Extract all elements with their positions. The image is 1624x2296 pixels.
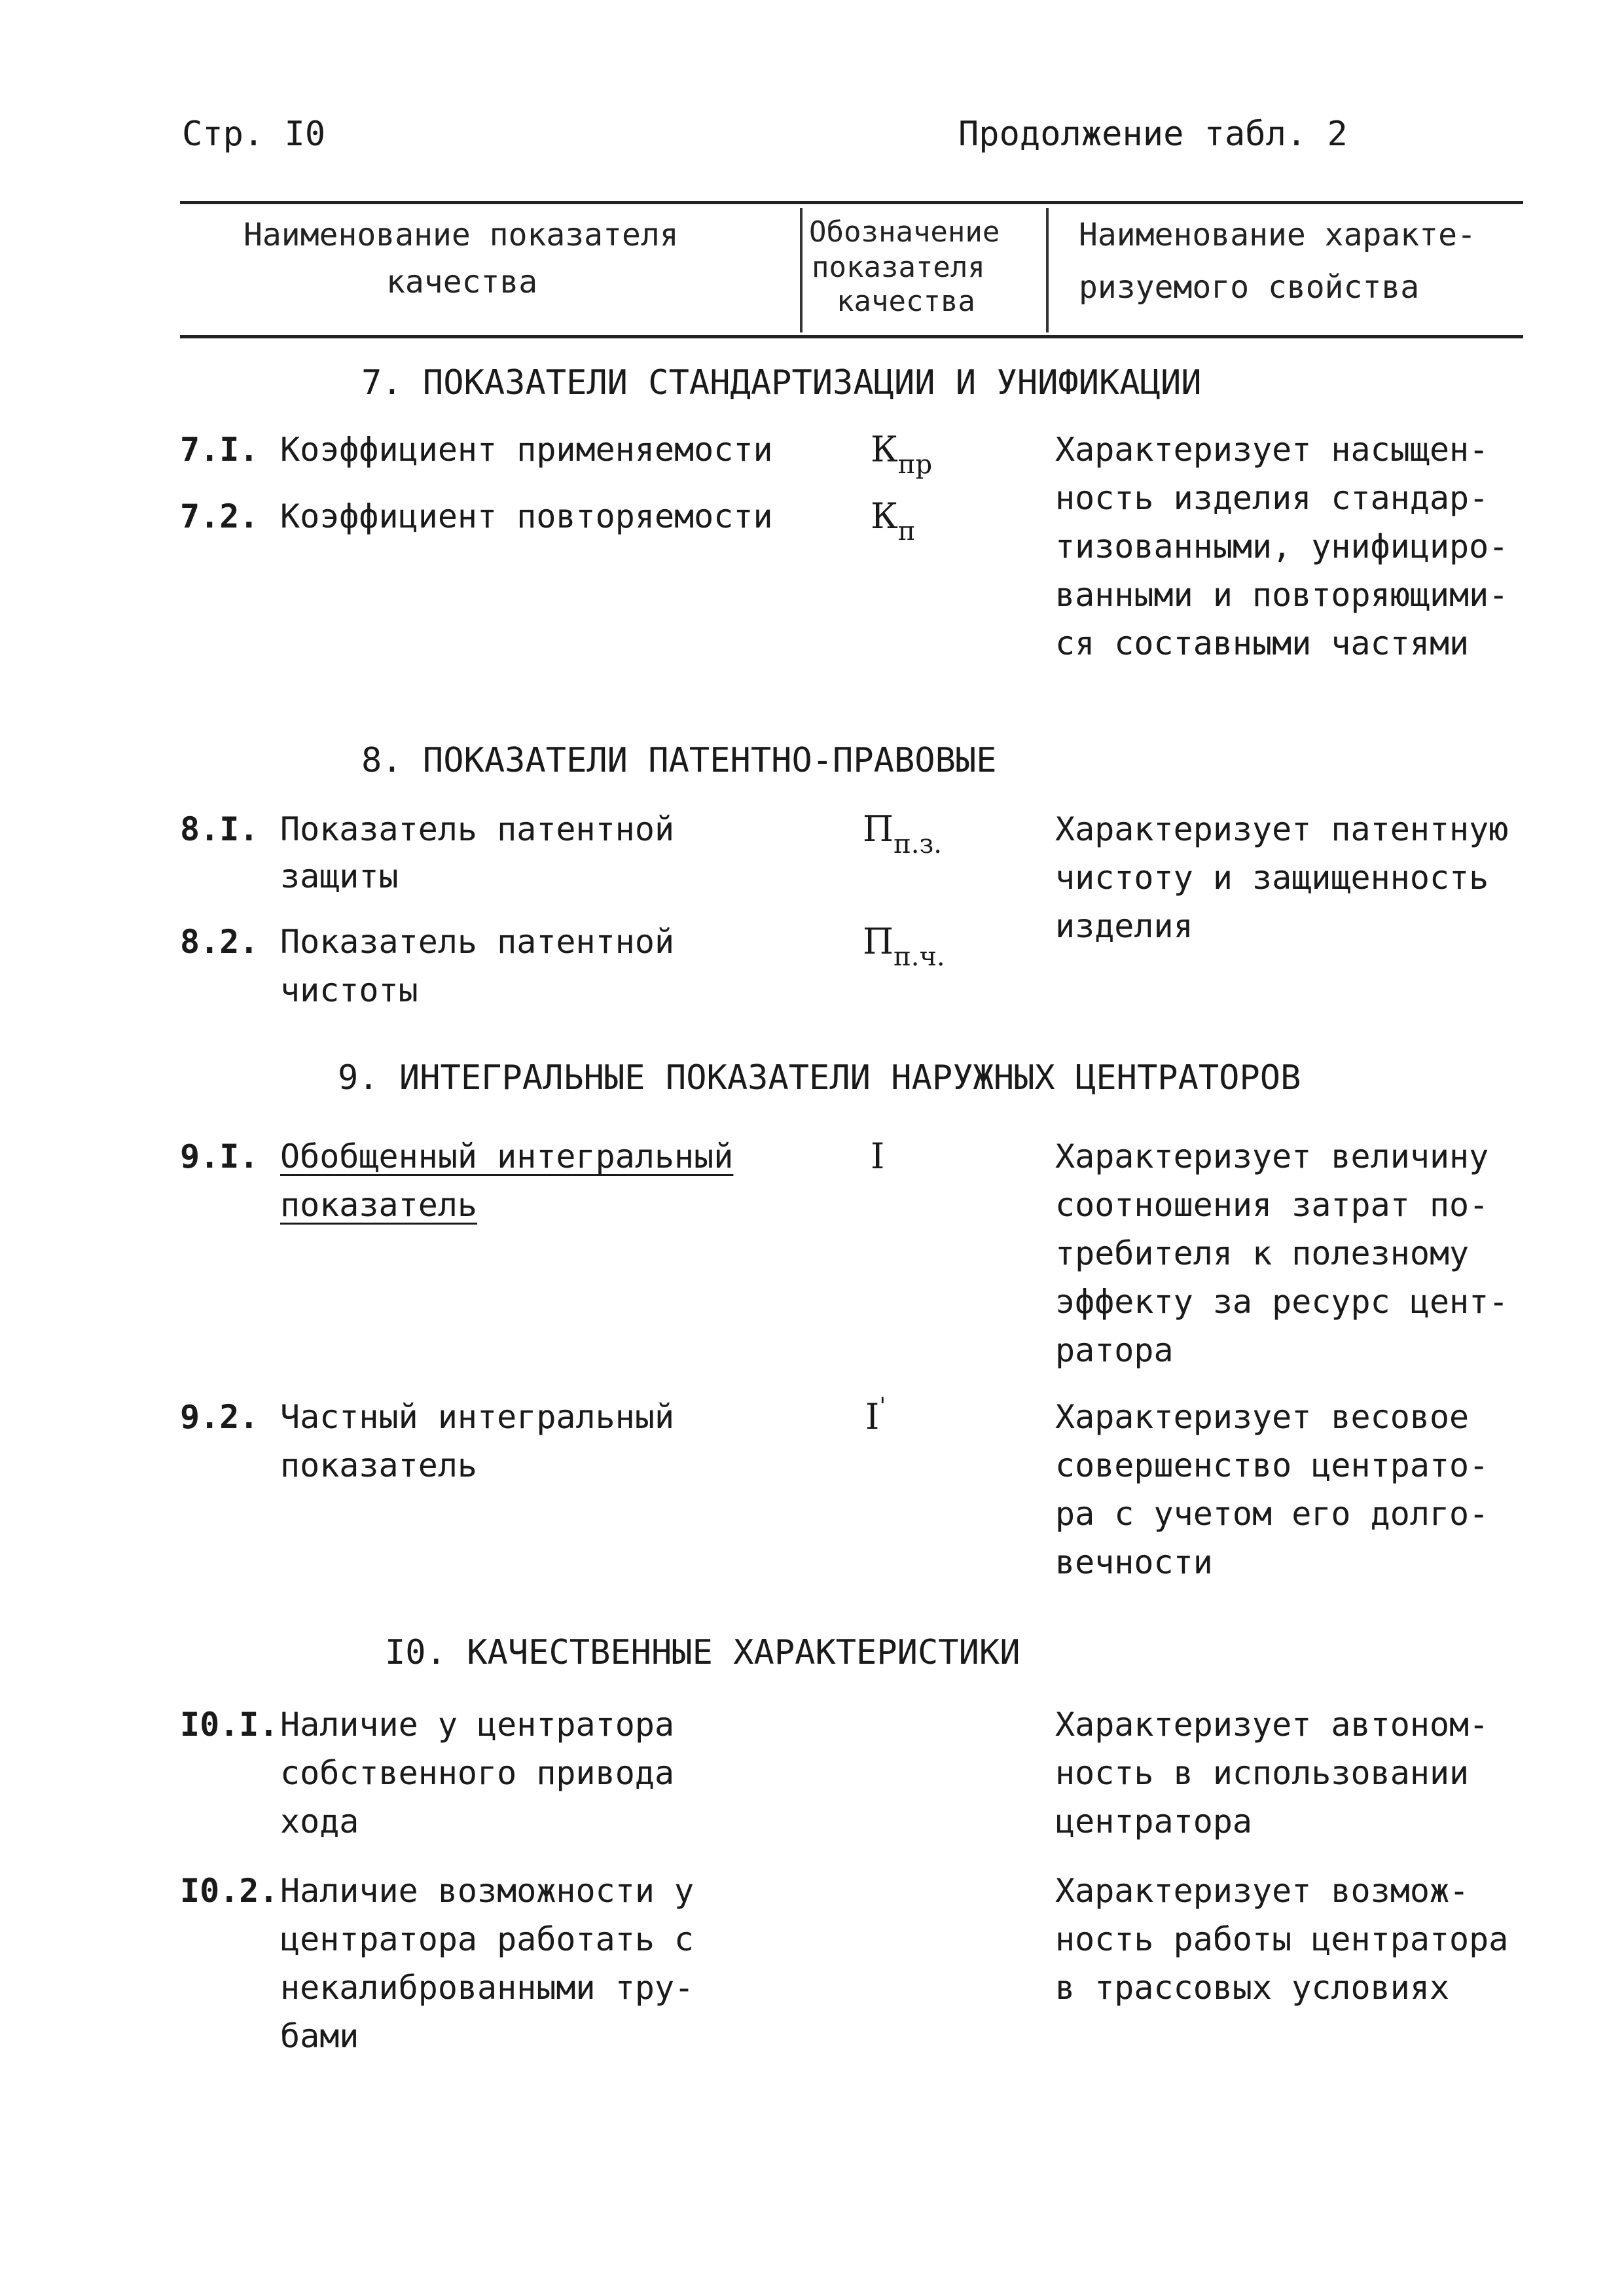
description-line: Характеризует патентную bbox=[1055, 810, 1509, 848]
indicator-name-9-1: Обобщенный интегральный bbox=[280, 1138, 734, 1175]
description-line: Характеризует возмож- bbox=[1055, 1872, 1470, 1910]
indicator-name-10-2: Наличие возможности у bbox=[280, 1872, 695, 1910]
description-line: требителя к полезному bbox=[1055, 1234, 1470, 1272]
row-number-9-1: 9.I. bbox=[180, 1138, 259, 1175]
symbol-7-1 bbox=[871, 425, 933, 480]
indicator-name-8-1: Показатель патентной bbox=[280, 810, 675, 848]
description-line: изделия bbox=[1055, 907, 1193, 945]
header-col1-line1: Наименование показателя bbox=[244, 217, 679, 253]
row-number-10-2: I0.2. bbox=[180, 1872, 279, 1910]
section-title-8: 8. ПОКАЗАТЕЛИ ПАТЕНТНО-ПРАВОВЫЕ bbox=[361, 741, 997, 780]
symbol-base: П bbox=[863, 921, 894, 962]
indicator-name-10-1: Наличие у центратора bbox=[280, 1706, 675, 1744]
row-number-7-2: 7.2. bbox=[180, 497, 259, 535]
header-divider-left bbox=[800, 208, 803, 332]
page-number: Стр. I0 bbox=[182, 115, 326, 154]
header-col1-line2: качества bbox=[386, 264, 538, 300]
description-line: Характеризует насыщен- bbox=[1055, 431, 1489, 469]
symbol-base: П bbox=[863, 808, 894, 850]
indicator-name-10-2-cont: бами bbox=[280, 2017, 359, 2055]
symbol-8-1 bbox=[863, 805, 942, 857]
indicator-name-8-2: Показатель патентной bbox=[280, 923, 675, 961]
row-number-10-1: I0.I. bbox=[180, 1706, 279, 1744]
header-col2-line2: показателя bbox=[812, 251, 985, 284]
row-number-8-1: 8.I. bbox=[180, 810, 259, 848]
description-line: чистоту и защищенность bbox=[1055, 859, 1489, 897]
symbol-7-2 bbox=[871, 492, 916, 547]
indicator-name-9-2: Частный интегральный bbox=[280, 1398, 675, 1436]
symbol-9-1 bbox=[871, 1132, 884, 1181]
description-line: ность работы центратора bbox=[1055, 1920, 1509, 1958]
header-divider-right bbox=[1046, 208, 1049, 332]
description-line: в трассовых условиях bbox=[1055, 1969, 1450, 2007]
indicator-name-10-2-cont: некалиброванными тру- bbox=[280, 1969, 695, 2007]
symbol-base: I bbox=[865, 1396, 880, 1437]
header-col3-line1: Наименование характе- bbox=[1079, 217, 1476, 253]
row-number-8-2: 8.2. bbox=[180, 923, 259, 961]
symbol-subscript: п.ч. bbox=[893, 942, 945, 972]
header-bottom-rule bbox=[180, 335, 1523, 338]
header-col2-line1: Обозначение bbox=[809, 215, 1000, 249]
description-line: соотношения затрат по- bbox=[1055, 1186, 1489, 1224]
description-line: Характеризует автоном- bbox=[1055, 1706, 1489, 1744]
symbol-9-2 bbox=[865, 1393, 886, 1446]
indicator-name-10-2-cont: центратора работать с bbox=[280, 1920, 695, 1958]
indicator-name-7-2: Коэффициент повторяемости bbox=[280, 497, 773, 535]
description-line: Характеризует весовое bbox=[1055, 1398, 1470, 1436]
indicator-name-10-1-cont: хода bbox=[280, 1803, 359, 1840]
symbol-base: I bbox=[871, 1136, 885, 1177]
section-title-7: 7. ПОКАЗАТЕЛИ СТАНДАРТИЗАЦИИ И УНИФИКАЦИИ bbox=[361, 363, 1202, 403]
symbol-subscript: п bbox=[897, 516, 916, 547]
description-line: эффекту за ресурс цент- bbox=[1055, 1283, 1509, 1321]
description-line: ность в использовании bbox=[1055, 1754, 1470, 1792]
symbol-subscript: пр bbox=[897, 450, 933, 480]
indicator-name-9-1-cont: показатель bbox=[280, 1186, 478, 1224]
section-title-9: 9. ИНТЕГРАЛЬНЫЕ ПОКАЗАТЕЛИ НАРУЖНЫХ ЦЕНТРАТОРОВ bbox=[338, 1058, 1301, 1098]
symbol-superscript: ' bbox=[879, 1393, 886, 1420]
description-line: ра с учетом его долго- bbox=[1055, 1495, 1489, 1533]
description-line: ратора bbox=[1055, 1331, 1174, 1369]
description-line: центратора bbox=[1055, 1803, 1253, 1840]
section-title-10: I0. КАЧЕСТВЕННЫЕ ХАРАКТЕРИСТИКИ bbox=[385, 1633, 1020, 1672]
indicator-name-7-1: Коэффициент применяемости bbox=[280, 431, 773, 469]
header-col3-line2: ризуемого свойства bbox=[1079, 269, 1420, 306]
symbol-base: К bbox=[871, 429, 898, 470]
header-top-rule bbox=[180, 201, 1523, 204]
description-line: Характеризует величину bbox=[1055, 1138, 1489, 1175]
symbol-subscript: п.з. bbox=[893, 829, 942, 859]
symbol-8-2 bbox=[863, 918, 945, 972]
row-number-7-1: 7.I. bbox=[180, 431, 259, 469]
table-continuation-label: Продолжение табл. 2 bbox=[958, 115, 1348, 154]
indicator-name-9-2-cont: показатель bbox=[280, 1446, 478, 1484]
indicator-name-8-1-cont: защиты bbox=[280, 857, 399, 895]
indicator-name-10-1-cont: собственного привода bbox=[280, 1754, 675, 1792]
description-line: совершенство центрато- bbox=[1055, 1446, 1489, 1484]
description-line: вечности bbox=[1055, 1543, 1213, 1581]
row-number-9-2: 9.2. bbox=[180, 1398, 259, 1436]
description-line: тизованными, унифициро- bbox=[1055, 528, 1509, 565]
description-line: ность изделия стандар- bbox=[1055, 479, 1489, 517]
header-col2-line3: качества bbox=[837, 285, 975, 318]
description-line: ванными и повторяющими- bbox=[1055, 576, 1509, 614]
symbol-base: К bbox=[871, 495, 898, 537]
indicator-name-8-2-cont: чистоты bbox=[280, 971, 418, 1009]
description-line: ся составными частями bbox=[1055, 624, 1470, 662]
